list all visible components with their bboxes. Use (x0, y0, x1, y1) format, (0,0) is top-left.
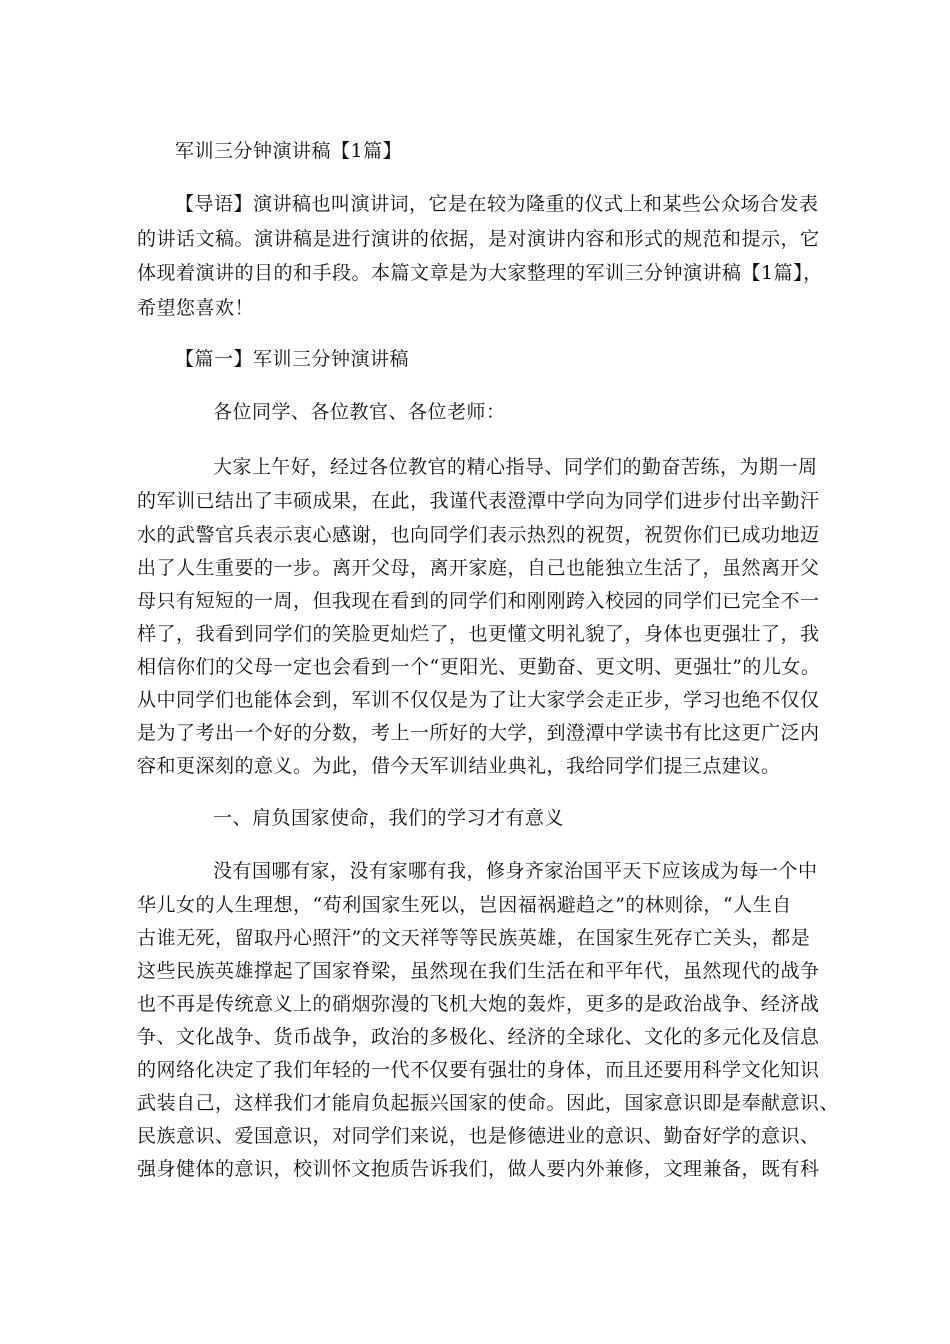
paragraph-line: 水的武警官兵表示衷心感谢，也向同学们表示热烈的祝贺，祝贺你们已成功地迈 (137, 524, 820, 546)
intro-line: 体现着演讲的目的和手段。本篇文章是为大家整理的军训三分钟演讲稿【1篇】， (137, 262, 823, 284)
paragraph-line: 华儿女的人生理想，“苟利国家生死以，岂因福祸避趋之”的林则徐，“人生自 (137, 894, 792, 916)
paragraph-line: 大家上午好，经过各位教官的精心指导、同学们的勤奋苦练，为期一周 (213, 456, 818, 478)
paragraph-line: 争、文化战争、货币战争，政治的多极化、经济的全球化、文化的多元化及信息 (137, 1026, 820, 1048)
point-heading: 一、肩负国家使命，我们的学习才有意义 (213, 807, 565, 829)
paragraph-line: 相信你们的父母一定也会看到一个“更阳光、更勤奋、更文明、更强壮”的儿女。 (137, 656, 821, 678)
intro-line: 【导语】演讲稿也叫演讲词，它是在较为隆重的仪式上和某些公众场合发表 (175, 193, 819, 215)
paragraph-line: 没有国哪有家，没有家哪有我，修身齐家治国平天下应该成为每一个中 (213, 860, 818, 882)
paragraph-line: 容和更深刻的意义。为此，借今天军训结业典礼，我给同学们提三点建议。 (137, 755, 781, 777)
paragraph-line: 武装自己，这样我们才能肩负起振兴国家的使命。因此，国家意识即是奉献意识、 (137, 1092, 840, 1114)
paragraph-line: 这些民族英雄撑起了国家脊梁，虽然现在我们生活在和平年代，虽然现代的战争 (137, 960, 820, 982)
paragraph-line: 母只有短短的一周，但我现在看到的同学们和刚刚跨入校园的同学们已完全不一 (137, 590, 820, 612)
paragraph-line: 强身健体的意识，校训怀文抱质告诉我们，做人要内外兼修，文理兼备，既有科 (137, 1158, 820, 1180)
paragraph-line: 是为了考出一个好的分数，考上一所好的大学，到澄潭中学读书有比这更广泛内 (137, 722, 820, 744)
intro-line: 的讲话文稿。演讲稿是进行演讲的依据，是对演讲内容和形式的规范和提示，它 (137, 228, 820, 250)
paragraph-line: 样了，我看到同学们的笑脸更灿烂了，也更懂文明礼貌了，身体也更强壮了，我 (137, 623, 820, 645)
paragraph-line: 民族意识、爱国意识，对同学们来说，也是修德进业的意识、勤奋好学的意识、 (137, 1125, 820, 1147)
intro-line: 希望您喜欢！ (137, 297, 255, 319)
paragraph-line: 出了人生重要的一步。离开父母，离开家庭，自己也能独立生活了，虽然离开父 (137, 557, 820, 579)
section-heading: 【篇一】军训三分钟演讲稿 (175, 348, 410, 370)
paragraph-line: 的军训已结出了丰硕成果，在此，我谨代表澄潭中学向为同学们进步付出辛勤汗 (137, 490, 820, 512)
paragraph-line: 也不再是传统意义上的硝烟弥漫的飞机大炮的轰炸，更多的是政治战争、经济战 (137, 993, 820, 1015)
salutation: 各位同学、各位教官、各位老师： (213, 401, 506, 423)
paragraph-line: 的网络化决定了我们年轻的一代不仅要有强壮的身体，而且还要用科学文化知识 (137, 1059, 820, 1081)
document-title: 军训三分钟演讲稿【1篇】 (175, 140, 403, 162)
paragraph-line: 古谁无死，留取丹心照汗”的文天祥等等民族英雄，在国家生死存亡关头，都是 (137, 927, 811, 949)
paragraph-line: 从中同学们也能体会到，军训不仅仅是为了让大家学会走正步，学习也绝不仅仅 (137, 689, 820, 711)
